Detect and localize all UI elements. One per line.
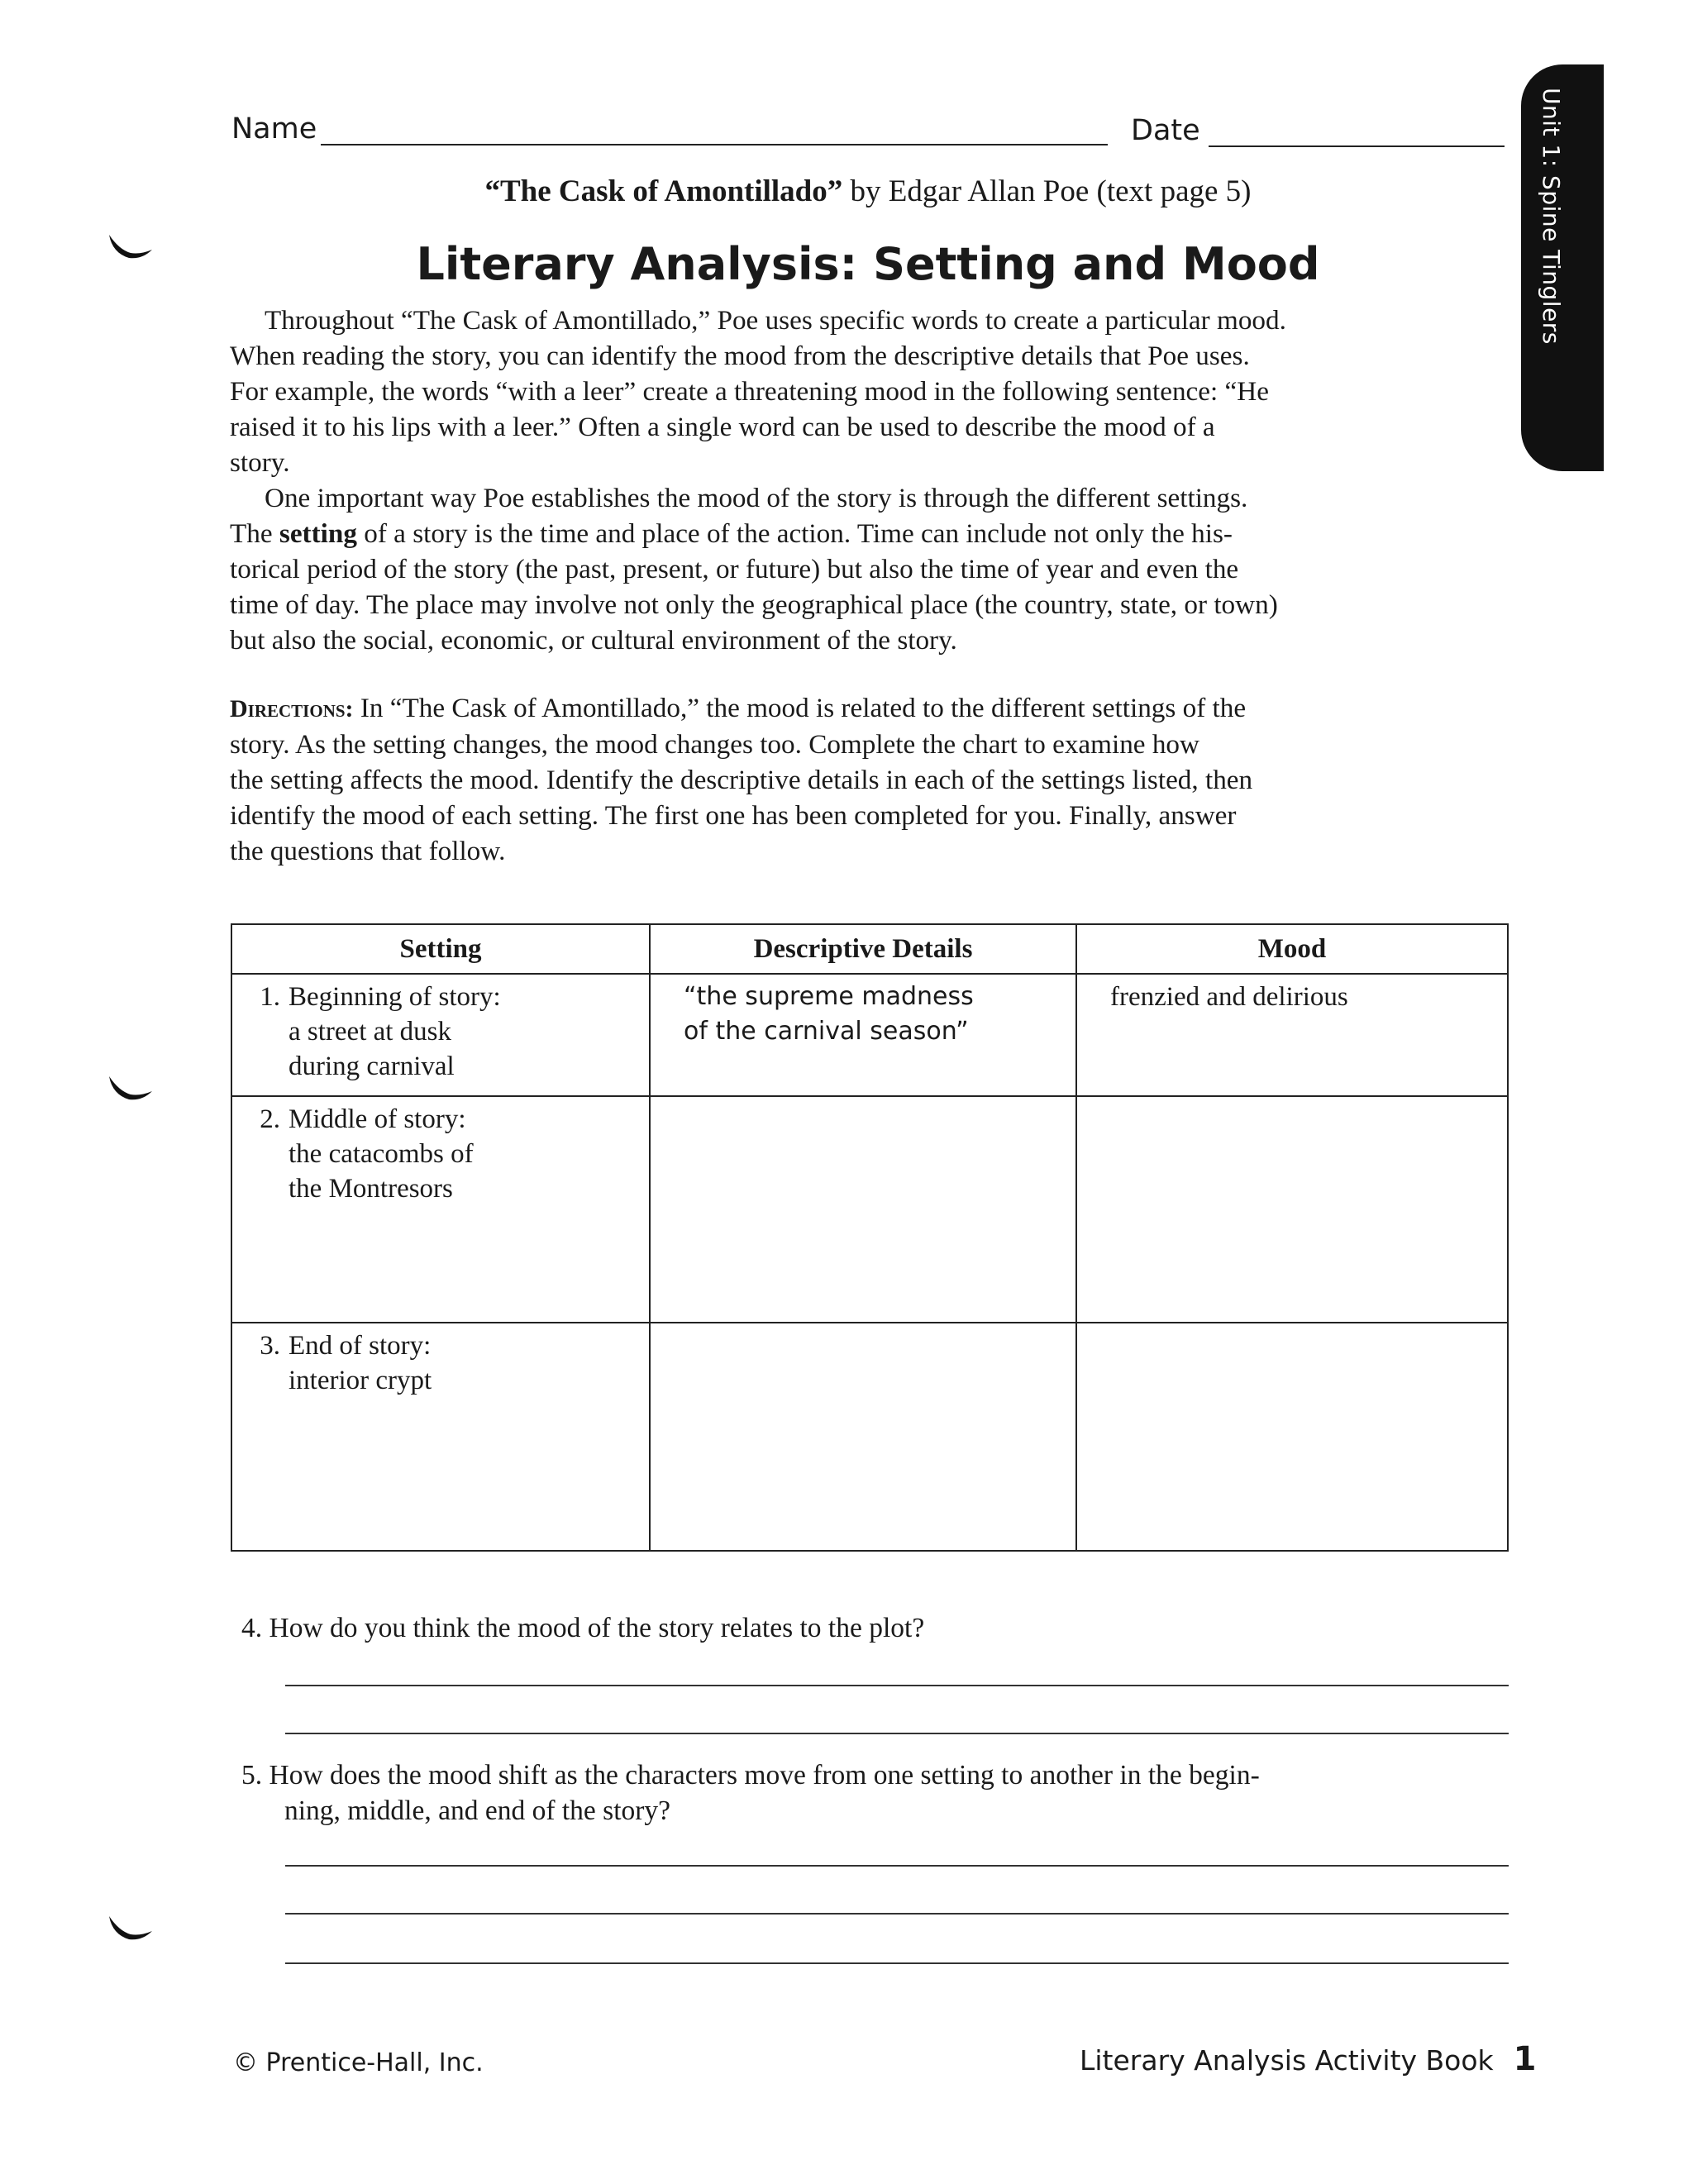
intro-line: time of day. The place may involve not only the geographical place (the country, state, or town) [230, 589, 1278, 620]
unit-side-tab-label: Unit 1: Spine Tinglers [1538, 88, 1565, 345]
directions-paragraph [230, 690, 1503, 869]
details-cell[interactable] [650, 1323, 1076, 1551]
question-4: 4. How do you think the mood of the story relates to the plot? [241, 1613, 925, 1643]
question-5-line: 5. How does the mood shift as the characters move from one setting to another in the begin- [241, 1760, 1260, 1791]
setting-mood-chart [231, 923, 1509, 1552]
setting-line: Beginning of story: [289, 982, 501, 1012]
setting-term: setting [279, 518, 357, 549]
text-run: The [230, 518, 279, 549]
table-row [231, 1096, 1508, 1323]
details-cell[interactable] [650, 1096, 1076, 1323]
setting-line: the Montresors [289, 1174, 453, 1204]
unit-side-tab [1521, 64, 1604, 471]
question-5-line: ning, middle, and end of the story? [284, 1795, 671, 1826]
row-number: 2. [260, 1104, 280, 1134]
table-row [231, 1323, 1508, 1551]
directions-line: identify the mood of each setting. The first one has been completed for you. Finally, answer [230, 800, 1237, 831]
text-run: In “The Cask of Amontillado,” the mood is related to the different settings of the [353, 693, 1247, 723]
details-line: of the carnival season” [684, 1017, 969, 1046]
setting-line: the catacombs of [289, 1139, 474, 1169]
table-header-row [231, 924, 1508, 974]
column-header-details: Descriptive Details [650, 924, 1076, 974]
setting-line: Middle of story: [289, 1104, 466, 1134]
binder-hole-mark-icon [107, 1915, 154, 1943]
mood-cell[interactable] [1076, 974, 1508, 1096]
setting-cell [231, 1096, 650, 1323]
intro-line: but also the social, economic, or cultural environment of the story. [230, 625, 957, 656]
setting-line: during carnival [289, 1051, 455, 1081]
text-run: of a story is the time and place of the action. Time can include not only the his- [356, 518, 1233, 549]
directions-label: Directions: [230, 695, 354, 722]
setting-cell [231, 974, 650, 1096]
name-label: Name [231, 112, 317, 145]
binder-hole-mark-icon [107, 233, 154, 261]
question-5 [241, 1757, 1260, 1829]
mood-text: frenzied and delirious [1110, 982, 1348, 1012]
story-subtitle [231, 174, 1505, 209]
intro-line: For example, the words “with a leer” create a threatening mood in the following sentence: “He [230, 376, 1269, 407]
footer-book-info [1080, 2040, 1537, 2078]
answer-line-q5[interactable] [285, 1962, 1509, 1964]
directions-line: the questions that follow. [230, 836, 506, 866]
copyright-notice: © Prentice-Hall, Inc. [233, 2048, 484, 2077]
setting-cell [231, 1323, 650, 1551]
row-number: 3. [260, 1331, 280, 1361]
intro-paragraph-2 [230, 480, 1503, 658]
details-cell[interactable] [650, 974, 1076, 1096]
story-title: “The Cask of Amontillado” [484, 174, 843, 208]
directions-line: the setting affects the mood. Identify the descriptive details in each of the settings listed, then [230, 765, 1253, 795]
row-number: 1. [260, 982, 280, 1012]
table-row [231, 974, 1508, 1096]
story-byline: by Edgar Allan Poe (text page 5) [850, 174, 1252, 208]
page-title: Literary Analysis: Setting and Mood [416, 238, 1320, 290]
mood-cell[interactable] [1076, 1096, 1508, 1323]
setting-line: End of story: [289, 1331, 432, 1361]
answer-line-q4[interactable] [285, 1733, 1509, 1734]
binder-hole-mark-icon [107, 1075, 154, 1103]
directions-line [230, 690, 1503, 727]
book-title: Literary Analysis Activity Book [1080, 2044, 1494, 2077]
answer-line-q5[interactable] [285, 1913, 1509, 1915]
setting-line: interior crypt [289, 1366, 432, 1395]
setting-line: a street at dusk [289, 1017, 452, 1047]
date-label: Date [1131, 114, 1200, 147]
intro-line [230, 516, 1503, 551]
column-header-setting: Setting [231, 924, 650, 974]
intro-line: Throughout “The Cask of Amontillado,” Poe uses specific words to create a particular mood. [265, 305, 1286, 336]
intro-line: When reading the story, you can identify the mood from the descriptive details that Poe uses. [230, 341, 1250, 371]
intro-line: raised it to his lips with a leer.” Often a single word can be used to describe the mood of a [230, 412, 1215, 442]
date-field[interactable] [1209, 145, 1505, 147]
intro-line: One important way Poe establishes the mood of the story is through the different settings. [265, 483, 1248, 513]
name-field[interactable] [321, 144, 1108, 145]
answer-line-q4[interactable] [285, 1685, 1509, 1686]
intro-line: torical period of the story (the past, present, or future) but also the time of year and even the [230, 554, 1239, 584]
page-number: 1 [1513, 2040, 1537, 2078]
answer-line-q5[interactable] [285, 1865, 1509, 1867]
intro-line: story. [230, 447, 290, 478]
column-header-mood: Mood [1076, 924, 1508, 974]
mood-cell[interactable] [1076, 1323, 1508, 1551]
intro-paragraph-1 [230, 303, 1503, 480]
directions-line: story. As the setting changes, the mood changes too. Complete the chart to examine how [230, 729, 1199, 760]
details-line: “the supreme madness [684, 982, 974, 1011]
